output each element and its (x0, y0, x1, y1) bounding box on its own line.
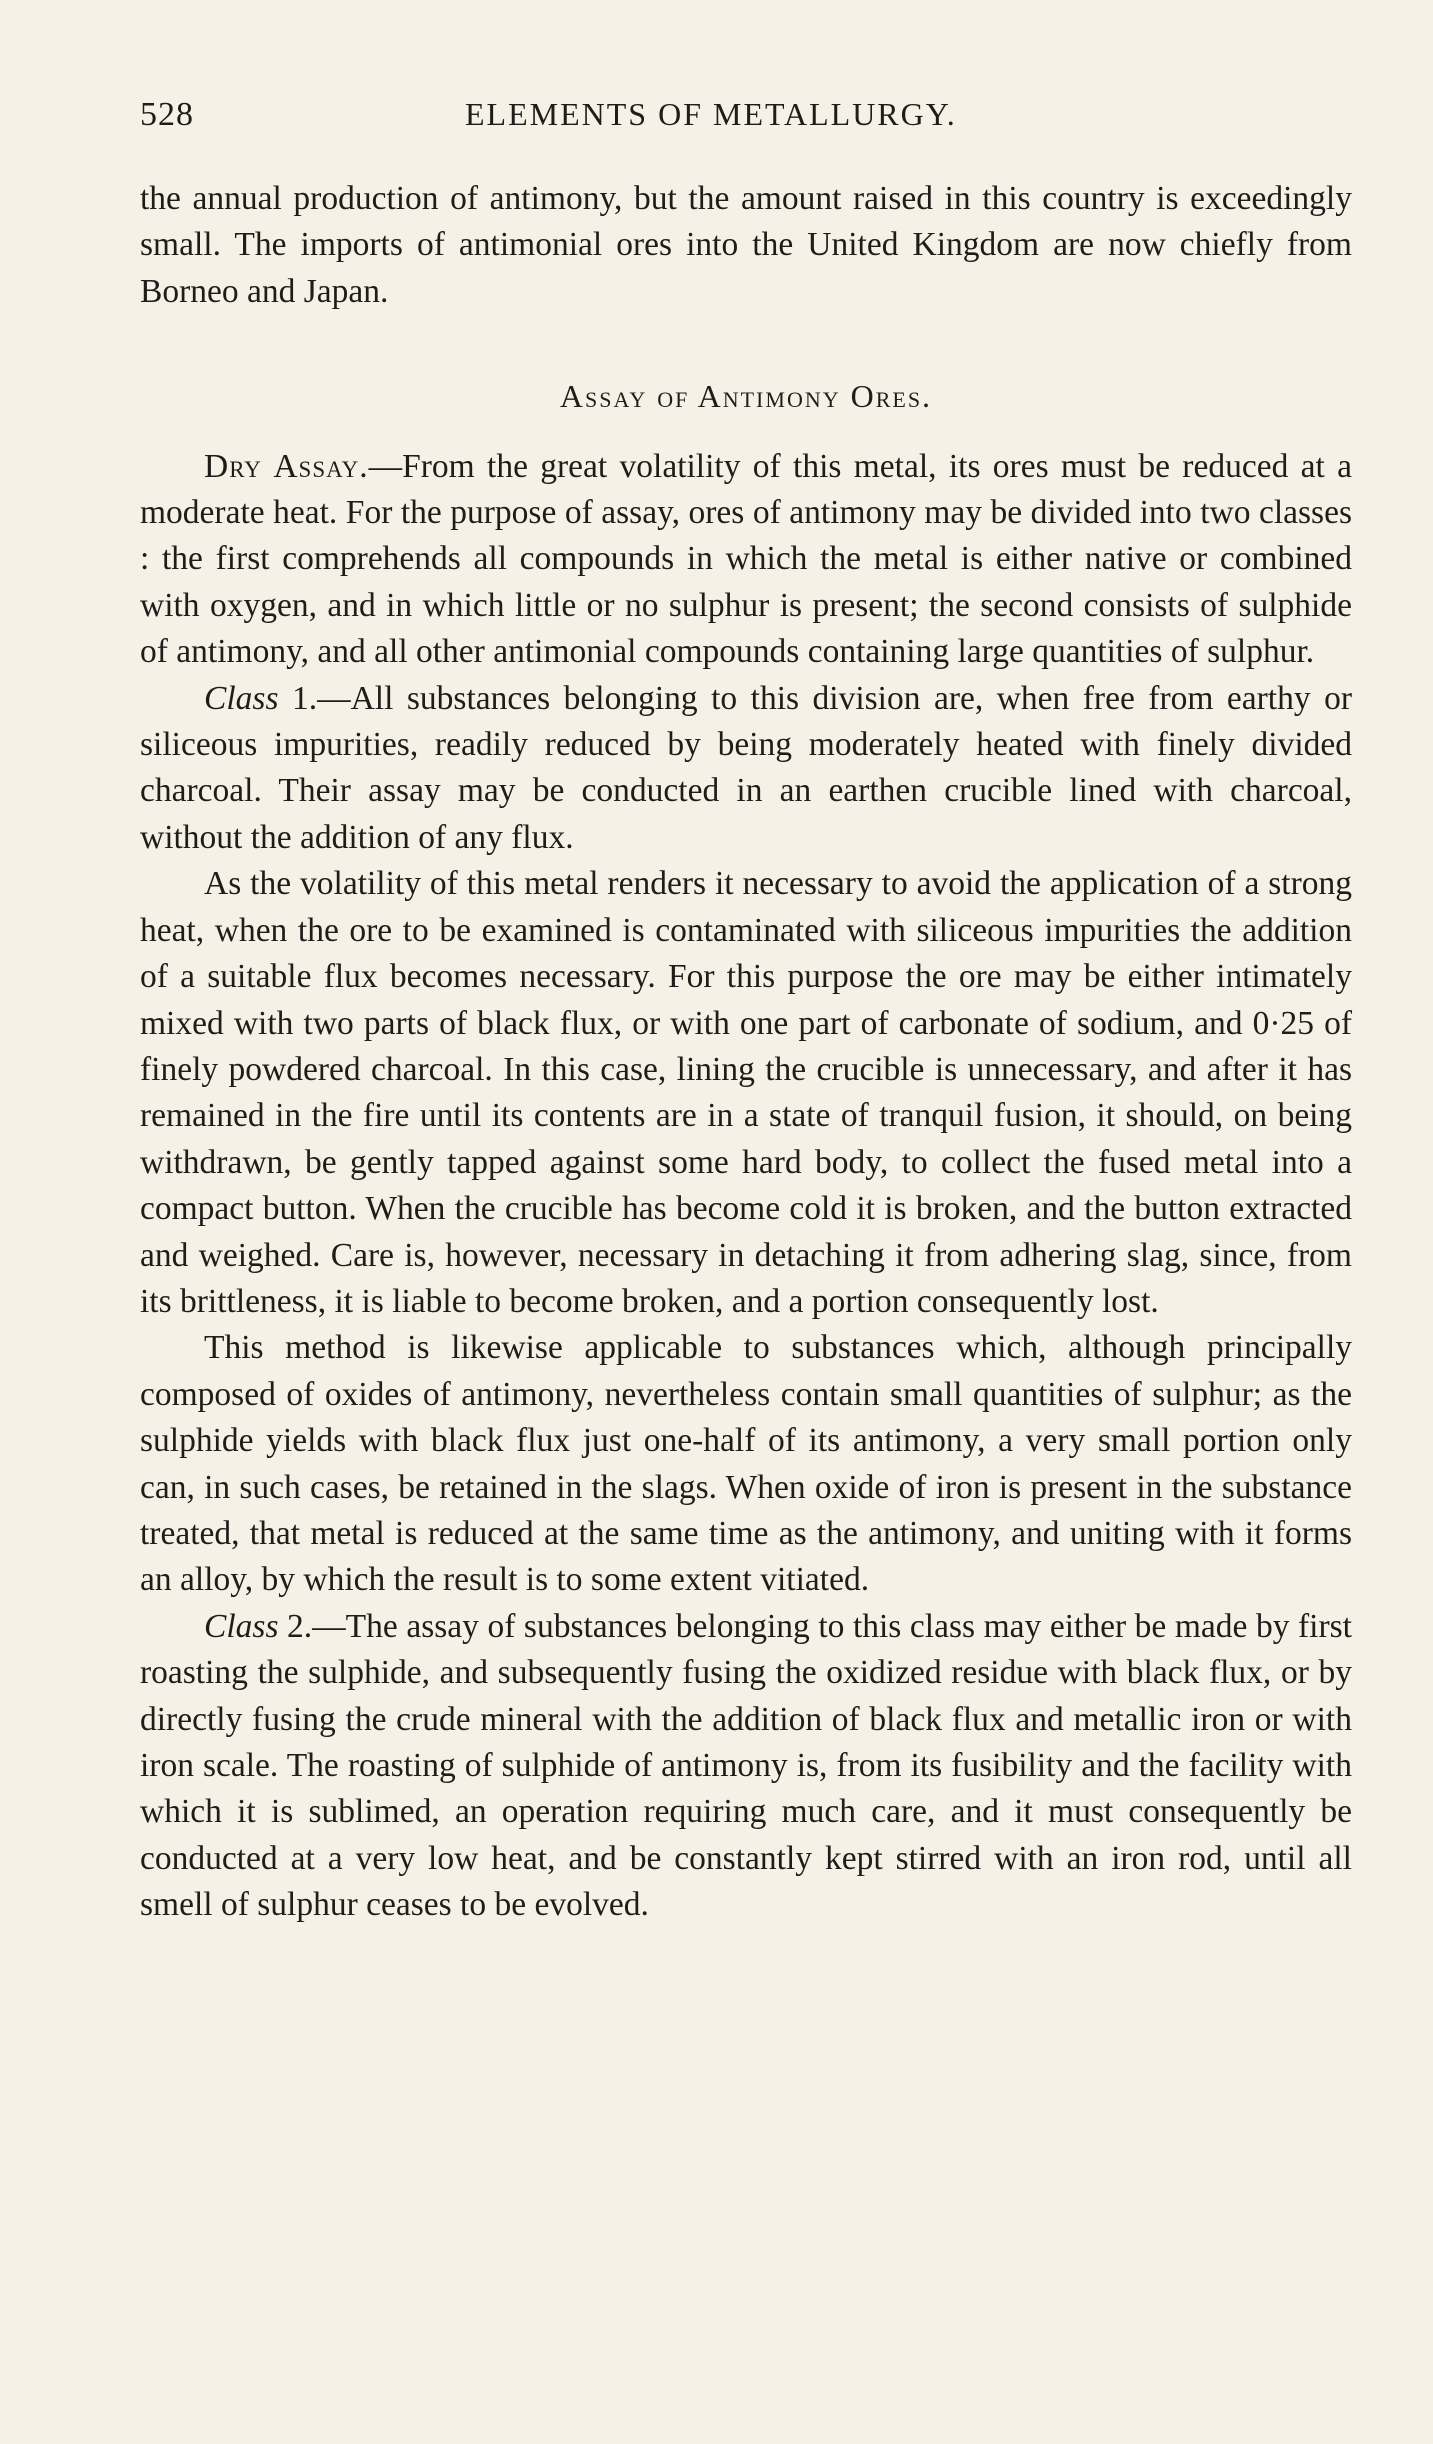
page-header (140, 96, 1350, 146)
dry-assay-text: —From the great volatility of this metal, its ores must be reduced at a moderate heat. For the purpose of assay, ores of antimony may be divided into two classes : the first comprehends all compounds in which the metal is either native or combined with oxygen, and in which little or no sulphur is present; the second consists of sulphide of antimony, and all other antimonial compounds containing large quantities of sulphur. (140, 447, 1352, 671)
running-head: ELEMENTS OF METALLURGY. (465, 96, 957, 132)
paragraph-volatility: As the volatility of this metal renders it necessary to avoid the application of a strong heat, when the ore to be examined is contaminated with siliceous impurities the addition of a suitable flux becomes necessary. For this purpose the ore may be either intimately mixed with two parts of black flux, or with one part of carbonate of sodium, and 0·25 of finely powdered charcoal. In this case, lining the crucible is unnecessary, and after it has remained in the fire until its contents are in a state of tranquil fusion, it should, on being withdrawn, be gently tapped against some hard body, to collect the fused metal into a compact button. When the crucible has become cold it is broken, and the button extracted and weighed. Care is, however, necessary in detaching it from adhering slag, since, from its brittleness, it is liable to become broken, and a portion consequently lost. (140, 865, 1352, 1320)
paragraph-intro: the annual production of antimony, but the amount raised in this country is exceedingly small. The imports of antimonial ores into the United Kingdom are now chiefly from Borneo and Japan. (140, 180, 1352, 310)
page-number: 528 (140, 96, 194, 133)
paragraph-method: This method is likewise applicable to substances which, although principally composed of oxides of antimony, nevertheless contain small quantities of sulphur; as the sulphide yields with black flux just one-half of its antimony, a very small portion only can, in such cases, be retained in the slags. When oxide of iron is present in the substance treated, that metal is reduced at the same time as the antimony, and uniting with it forms an alloy, by which the result is to some extent vitiated. (140, 1329, 1352, 1599)
class-2-text: 2.—The assay of substances belonging to this class may either be made by first roasting the sulphide, and subsequently fusing the oxidized residue with black flux, or by directly fusing the crude mineral with the addition of black flux and metallic iron or with iron scale. The roasting of sulphide of antimony is, from its fusibility and the facility with which it is sublimed, an operation requiring much care, and it must consequently be conducted at a very low heat, and be constantly kept stirred with an iron rod, until all smell of sulphur ceases to be evolved. (140, 1607, 1352, 1924)
class-2-label: Class (204, 1607, 279, 1645)
paragraph-dry-assay (140, 444, 1352, 676)
paragraph-class-1 (140, 676, 1352, 862)
dry-assay-lead: Dry Assay. (204, 447, 369, 485)
class-1-label: Class (204, 679, 279, 717)
section-title: Assay of Antimony Ores. (559, 378, 933, 415)
class-1-text: 1.—All substances belonging to this division are, when free from earthy or siliceous impurities, readily reduced by being moderately heated with finely divided charcoal. Their assay may be conducted in an earthen crucible lined with charcoal, without the addition of any flux. (140, 679, 1352, 856)
paragraph-class-2 (140, 1604, 1352, 1929)
page-body (140, 176, 1352, 1929)
